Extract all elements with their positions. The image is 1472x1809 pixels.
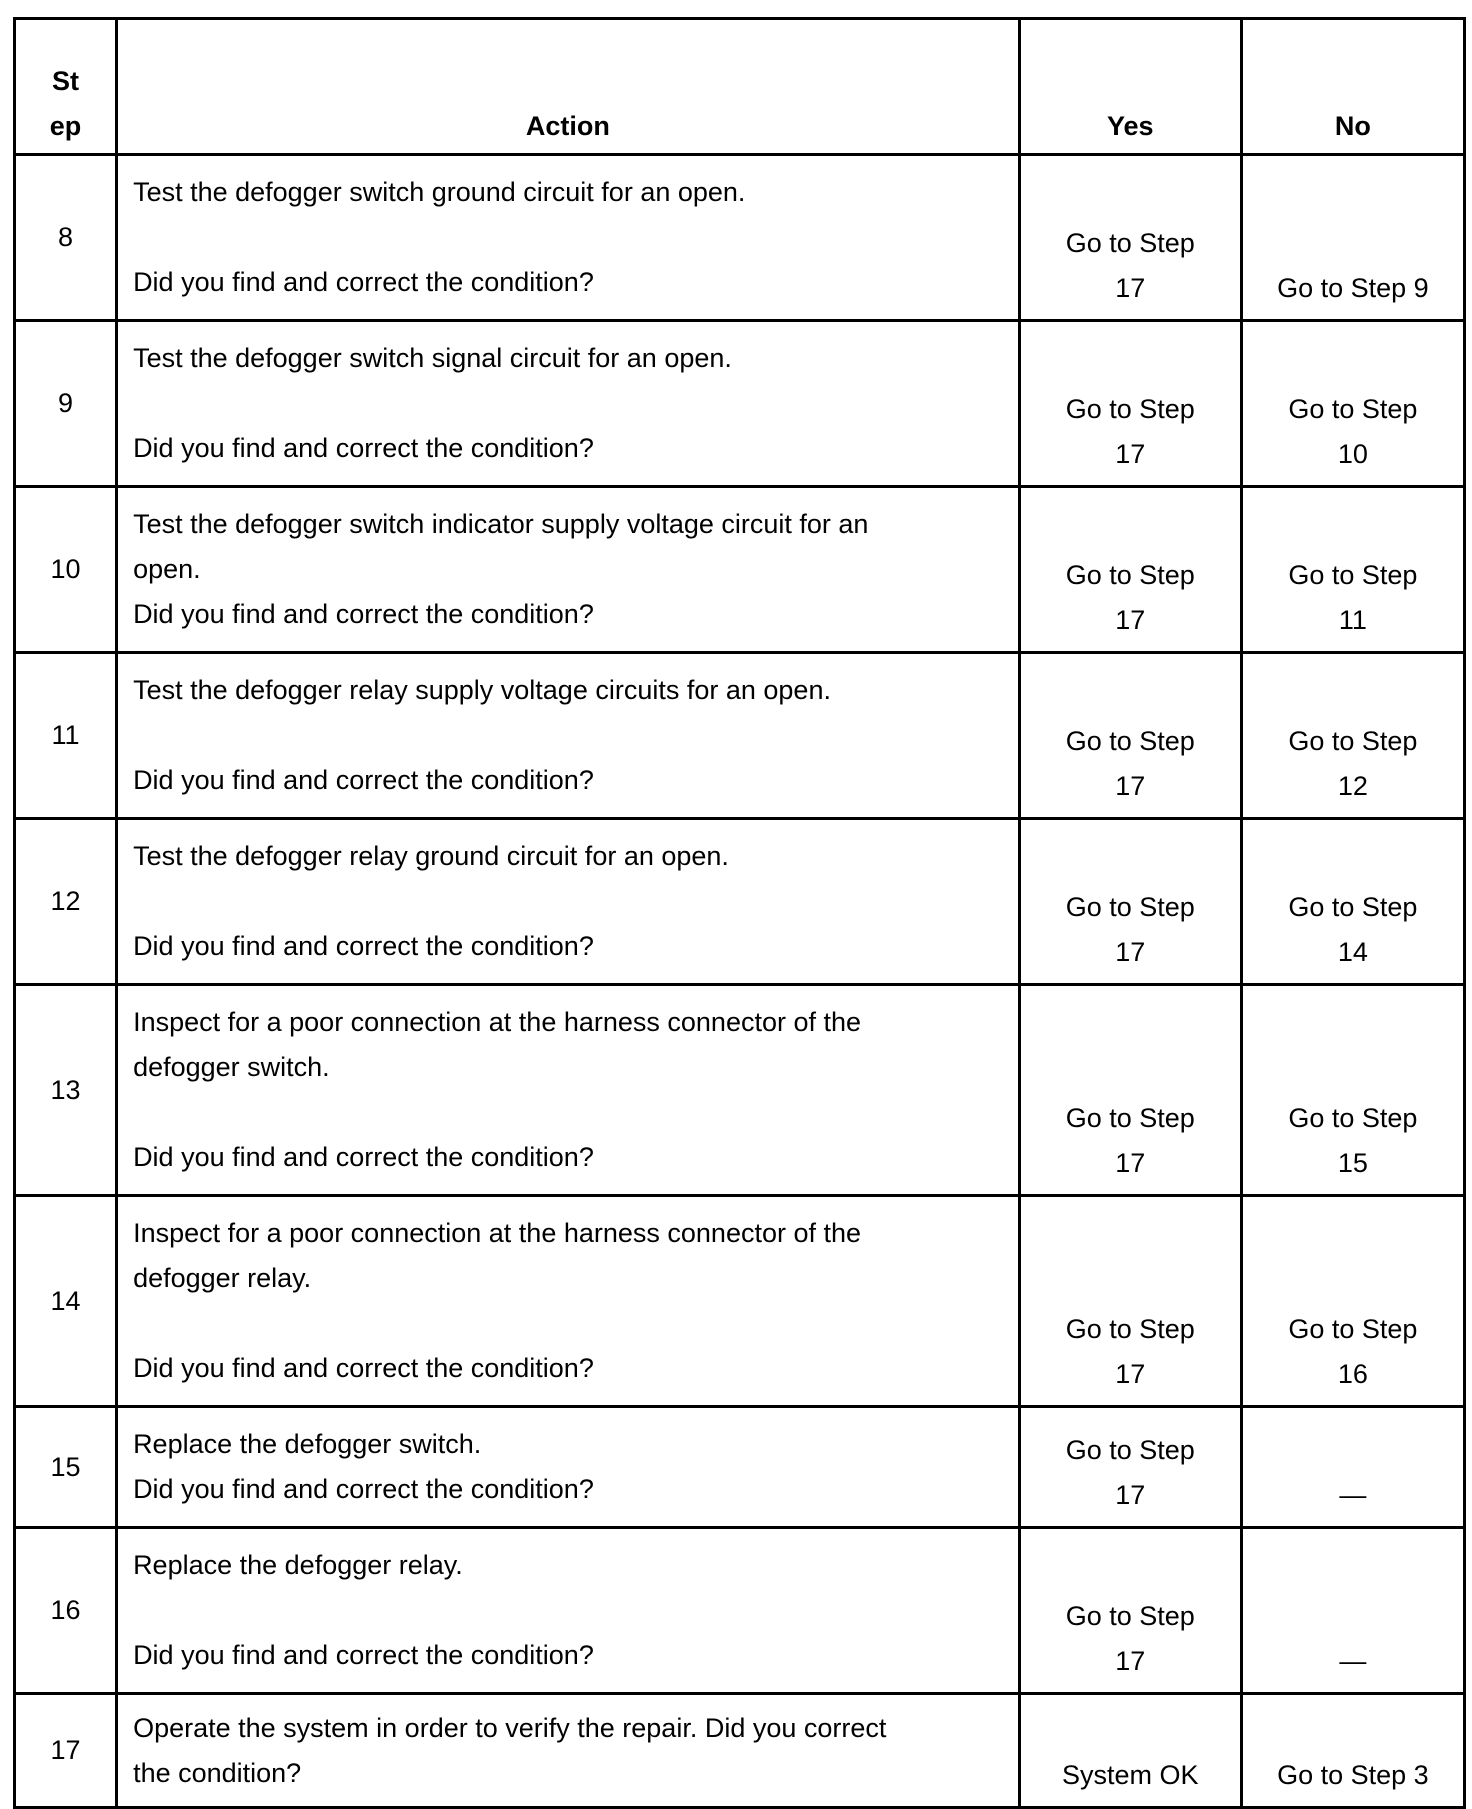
table-row [15, 653, 1465, 819]
yes-result-text: Go to Step [1065, 726, 1195, 756]
yes-result [1019, 487, 1241, 653]
no-result-text: Go to Step 3 [1277, 1760, 1429, 1790]
diagnostic-table [13, 17, 1466, 1809]
no-result [1241, 1407, 1464, 1528]
action-text: Replace the defogger switch. [133, 1429, 482, 1459]
yes-result-text: 17 [1115, 605, 1146, 635]
no-result-text: 16 [1337, 1359, 1368, 1389]
no-result-text: — [1339, 1480, 1367, 1510]
action-cell [117, 155, 1020, 321]
no-result [1241, 985, 1464, 1196]
header-no: No [1241, 19, 1464, 155]
yes-result-text: Go to Step [1065, 228, 1195, 258]
action-text: Test the defogger relay ground circuit for an open. [133, 841, 729, 871]
no-result [1241, 1528, 1464, 1694]
yes-result [1019, 1694, 1241, 1808]
no-result-text: 12 [1337, 771, 1368, 801]
step-number: 16 [15, 1528, 117, 1694]
step-number: 14 [15, 1196, 117, 1407]
yes-result [1019, 1528, 1241, 1694]
header-yes: Yes [1019, 19, 1241, 155]
step-number: 10 [15, 487, 117, 653]
table-row [15, 1196, 1465, 1407]
yes-result [1019, 1196, 1241, 1407]
no-result-text: Go to Step [1288, 892, 1418, 922]
yes-result [1019, 985, 1241, 1196]
no-result-text: Go to Step [1288, 726, 1418, 756]
no-result [1241, 155, 1464, 321]
question-text: Did you find and correct the condition? [133, 1474, 594, 1504]
header-row [15, 19, 1465, 155]
yes-result-text: Go to Step [1065, 1314, 1195, 1344]
action-text: open. [133, 554, 201, 584]
yes-result-text: Go to Step [1065, 1103, 1195, 1133]
no-result-text: 10 [1337, 439, 1368, 469]
step-number: 11 [15, 653, 117, 819]
action-cell [117, 1528, 1020, 1694]
header-action: Action [117, 19, 1020, 155]
action-cell [117, 487, 1020, 653]
no-result-text: Go to Step [1288, 394, 1418, 424]
action-text: defogger switch. [133, 1052, 330, 1082]
table-row [15, 985, 1465, 1196]
no-result [1241, 819, 1464, 985]
table-row [15, 1528, 1465, 1694]
yes-result [1019, 1407, 1241, 1528]
action-cell [117, 1407, 1020, 1528]
action-text: Replace the defogger relay. [133, 1550, 463, 1580]
table-row [15, 819, 1465, 985]
no-result-text: 15 [1337, 1148, 1368, 1178]
yes-result-text: Go to Step [1065, 394, 1195, 424]
no-result [1241, 1694, 1464, 1808]
no-result-text: — [1339, 1646, 1367, 1676]
question-text: Did you find and correct the condition? [133, 267, 594, 297]
question-text: Did you find and correct the condition? [133, 599, 594, 629]
table-row [15, 1694, 1465, 1808]
step-number: 17 [15, 1694, 117, 1808]
action-text: Test the defogger switch signal circuit for an open. [133, 343, 732, 373]
yes-result-text: 17 [1115, 937, 1146, 967]
table-row [15, 155, 1465, 321]
question-text: Did you find and correct the condition? [133, 1353, 594, 1383]
table-row [15, 321, 1465, 487]
step-number: 8 [15, 155, 117, 321]
yes-result [1019, 819, 1241, 985]
no-result-text: 14 [1337, 937, 1368, 967]
step-number: 12 [15, 819, 117, 985]
action-text: Inspect for a poor connection at the harness connector of the [133, 1007, 862, 1037]
no-result-text: Go to Step [1288, 560, 1418, 590]
no-result [1241, 321, 1464, 487]
table-row [15, 1407, 1465, 1528]
action-text: Inspect for a poor connection at the harness connector of the [133, 1218, 862, 1248]
yes-result-text: Go to Step [1065, 1601, 1195, 1631]
no-result-text: Go to Step [1288, 1103, 1418, 1133]
yes-result-text: 17 [1115, 1148, 1146, 1178]
header-step: St ep [15, 19, 117, 155]
no-result-text: 11 [1338, 605, 1367, 635]
question-text: Did you find and correct the condition? [133, 931, 594, 961]
yes-result-text: 17 [1115, 1646, 1146, 1676]
action-text: Test the defogger relay supply voltage circuits for an open. [133, 675, 831, 705]
yes-result [1019, 155, 1241, 321]
step-number: 9 [15, 321, 117, 487]
action-text: the condition? [133, 1757, 302, 1788]
yes-result [1019, 321, 1241, 487]
action-cell [117, 653, 1020, 819]
no-result [1241, 1196, 1464, 1407]
action-text: Test the defogger switch ground circuit for an open. [133, 177, 746, 207]
action-cell [117, 985, 1020, 1196]
yes-result [1019, 653, 1241, 819]
table-row [15, 487, 1465, 653]
no-result [1241, 487, 1464, 653]
action-cell [117, 321, 1020, 487]
question-text: Did you find and correct the condition? [133, 433, 594, 463]
action-cell [117, 1694, 1020, 1808]
question-text: Did you find and correct the condition? [133, 1142, 594, 1172]
yes-result-text: 17 [1115, 1359, 1146, 1389]
question-text: Did you find and correct the condition? [133, 765, 594, 795]
yes-result-text: Go to Step [1065, 892, 1195, 922]
yes-result-text: System OK [1061, 1760, 1199, 1790]
yes-result-text: 17 [1115, 273, 1146, 303]
yes-result-text: Go to Step [1065, 560, 1195, 590]
action-cell [117, 819, 1020, 985]
step-number: 15 [15, 1407, 117, 1528]
action-text: defogger relay. [133, 1263, 312, 1293]
step-number: 13 [15, 985, 117, 1196]
yes-result-text: 17 [1115, 439, 1146, 469]
action-cell [117, 1196, 1020, 1407]
action-text: Operate the system in order to verify the repair. Did you correct [133, 1712, 887, 1743]
yes-result-text: Go to Step [1065, 1435, 1195, 1465]
yes-result-text: 17 [1115, 771, 1146, 801]
yes-result-text: 17 [1115, 1480, 1146, 1510]
no-result [1241, 653, 1464, 819]
no-result-text: Go to Step 9 [1277, 273, 1429, 303]
question-text: Did you find and correct the condition? [133, 1640, 594, 1670]
no-result-text: Go to Step [1288, 1314, 1418, 1344]
action-text: Test the defogger switch indicator supply voltage circuit for an [133, 509, 869, 539]
